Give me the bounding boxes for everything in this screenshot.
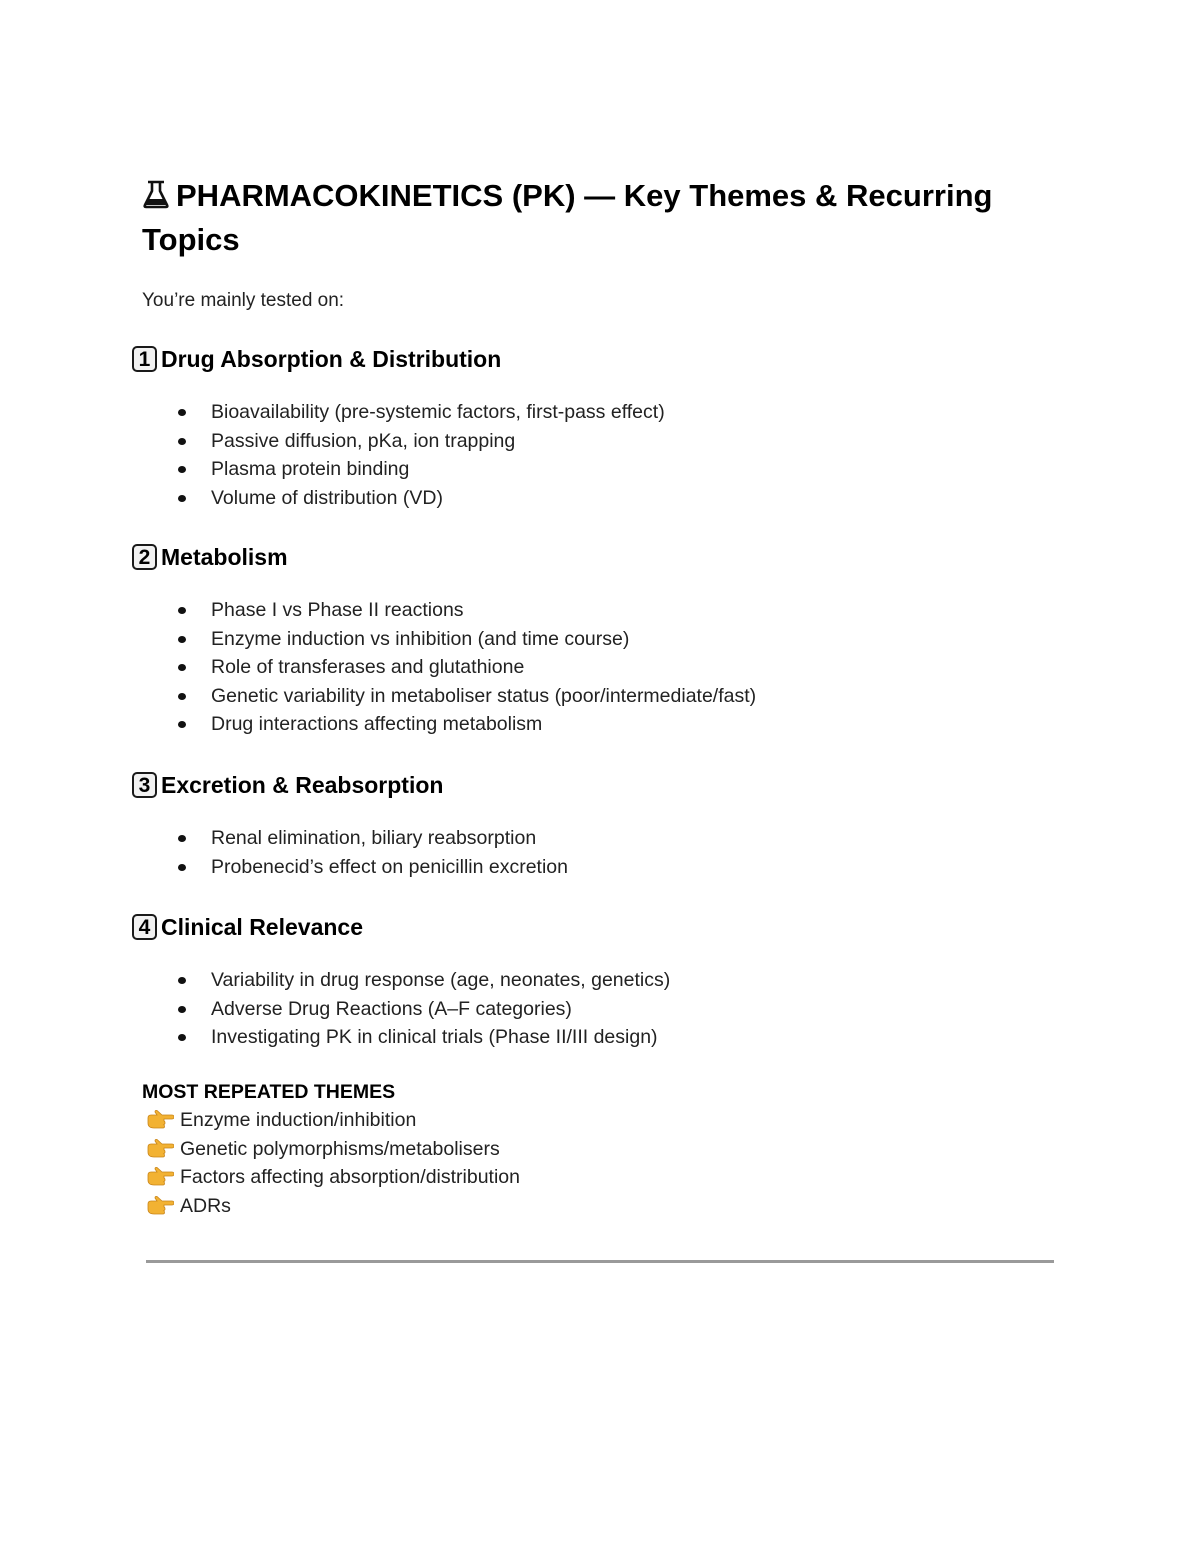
bullet-icon (178, 664, 186, 671)
list-item: Factors affecting absorption/distribution (146, 1163, 1042, 1192)
section-heading (132, 344, 1072, 374)
section-heading-text: Clinical Relevance (161, 914, 363, 940)
bullet-list (132, 824, 1072, 881)
horizontal-divider (146, 1260, 1054, 1263)
list-item: Adverse Drug Reactions (A–F categories) (178, 995, 1072, 1024)
bullet-list (132, 398, 1072, 512)
section-heading (132, 542, 1072, 572)
number-badge: 2 (132, 544, 157, 570)
pointing-hand-icon (146, 1110, 174, 1130)
pointing-hand-icon (146, 1167, 174, 1187)
bullet-icon (178, 409, 186, 416)
section-excretion-reabsorption (132, 770, 1072, 881)
list-item: Drug interactions affecting metabolism (178, 710, 1072, 739)
bullet-icon (178, 636, 186, 643)
bullet-icon (178, 1006, 186, 1013)
bullet-icon (178, 721, 186, 728)
list-item: Enzyme induction vs inhibition (and time course) (178, 625, 1072, 654)
bullet-icon (178, 466, 186, 473)
section-heading-text: Drug Absorption & Distribution (161, 346, 502, 372)
list-item: Probenecid’s effect on penicillin excretion (178, 853, 1072, 882)
list-item: Variability in drug response (age, neonates, genetics) (178, 966, 1072, 995)
bullet-icon (178, 977, 186, 984)
section-heading-text: Metabolism (161, 544, 288, 570)
list-item: ADRs (146, 1192, 1042, 1221)
bullet-list (132, 966, 1072, 1052)
page-title (142, 174, 1072, 262)
page-title-text: PHARMACOKINETICS (PK) — Key Themes & Recurring Topics (142, 178, 993, 257)
list-item: Passive diffusion, pKa, ion trapping (178, 427, 1072, 456)
pointing-hand-icon (146, 1196, 174, 1216)
list-item: Investigating PK in clinical trials (Phase II/III design) (178, 1023, 1072, 1052)
list-item: Bioavailability (pre-systemic factors, first-pass effect) (178, 398, 1072, 427)
list-item: Renal elimination, biliary reabsorption (178, 824, 1072, 853)
section-clinical-relevance (132, 912, 1072, 1052)
list-item: Role of transferases and glutathione (178, 653, 1072, 682)
section-absorption-distribution (132, 344, 1072, 512)
bullet-icon (178, 607, 186, 614)
bullet-icon (178, 835, 186, 842)
intro-text: You’re mainly tested on: (142, 290, 345, 311)
alembic-icon (142, 179, 170, 209)
number-badge: 4 (132, 914, 157, 940)
list-item: Genetic polymorphisms/metabolisers (146, 1135, 1042, 1164)
section-heading (132, 770, 1072, 800)
bullet-icon (178, 1034, 186, 1041)
bullet-icon (178, 864, 186, 871)
section-heading (132, 912, 1072, 942)
repeated-themes-list (142, 1106, 1042, 1220)
repeated-themes-title: MOST REPEATED THEMES (142, 1081, 396, 1103)
list-item: Phase I vs Phase II reactions (178, 596, 1072, 625)
number-badge: 3 (132, 772, 157, 798)
most-repeated-themes (142, 1078, 1042, 1220)
section-heading-text: Excretion & Reabsorption (161, 772, 444, 798)
bullet-list (132, 596, 1072, 739)
list-item: Volume of distribution (VD) (178, 484, 1072, 513)
list-item: Plasma protein binding (178, 455, 1072, 484)
section-metabolism (132, 542, 1072, 739)
number-badge: 1 (132, 346, 157, 372)
bullet-icon (178, 495, 186, 502)
list-item: Genetic variability in metaboliser status (poor/intermediate/fast) (178, 682, 1072, 711)
bullet-icon (178, 693, 186, 700)
bullet-icon (178, 438, 186, 445)
list-item: Enzyme induction/inhibition (146, 1106, 1042, 1135)
pointing-hand-icon (146, 1139, 174, 1159)
